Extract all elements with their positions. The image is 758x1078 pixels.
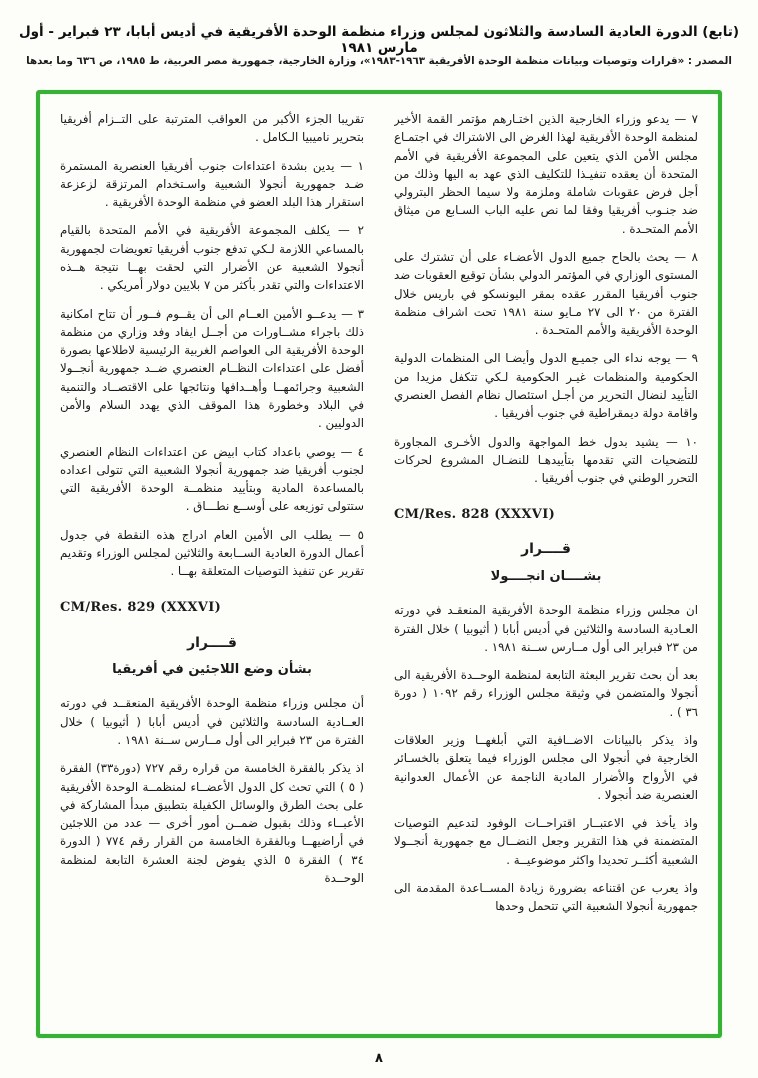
paragraph: واذ يعرب عن اقتناعه بضرورة زيادة المســاعدة المقدمة الى جمهورية أنجولا الشعبية التي تتحمل وحدها: [394, 880, 698, 914]
resolution-subject: بشــــان انجــــولا: [490, 569, 602, 585]
resolution-title: قــــرار: [187, 634, 237, 651]
paragraph: ٣ — يدعــو الأمين العــام الى أن يقــوم فــور أن تتاح امكانية ذلك باجراء مشــاورات من أجــل ايفاد وفد وزاري من منظمة الوحدة الأفريقية الى العواصم الغربية الرئيسية لاطلاعها بصورة أفضل على اعتداءات النظــام العنصري ضــد جمهورية أنجــولا الشعبية وجرائمهــا وأهــدافها ونتائجها على الاقتصــاد والتنمية في البلاد وخطورة هذا الموقف الذي يهدد السلام والأمن الدوليين .: [60, 306, 364, 431]
paragraph: اذ يذكر بالفقرة الخامسة من قراره رقم ٧٢٧ (دورة٣٣) الفقرة ( ٥ ) التي تحث كل الدول الأعضــاء لمنظمــة الوحدة الأفريقية على بحث الطرق والوسائل الكفيلة بتطبيق مبدأ المشاركة في الأعبــاء وذلك بقبول ضمــن أمور أخرى — عدد من اللاجئين في أراضيهــا وبالفقرة الخامسة من القرار رقم ٧٧٤ ( الدورة ٣٤ ) الفقرة ٥ الذي يفوض لجنة العشرة التابعة لمنظمة الوحــدة: [60, 761, 364, 885]
paragraph: واذ يأخذ في الاعتبــار اقتراحــات الوفود لتدعيم التوصيات المتضمنة في هذا التقرير وجعل النضــال مع جمهورية أنجــولا الشعبية أكثــر تحديدا واكثر موضوعيــة .: [394, 816, 698, 867]
resolution-subject: بشأن وضع اللاجئين في أفريقيا: [112, 662, 312, 678]
column-right: [394, 110, 698, 1022]
content-box: [36, 90, 722, 1038]
paragraph: ٨ — يحث بالحاح جميع الدول الأعضـاء على أن تشترك على المستوى الوزاري في المؤتمر الدولي بشأن توقيع العقوبات ضد جنوب أفريقيا المقرر عقده بمقر اليونسكو في باريس خلال الفترة من ٢٠ الى ٢٧ مـايو سنة ١٩٨١ تحت اشراف منظمة الوحدة الأفريقية والأمم المتحـدة .: [394, 249, 698, 338]
column-left: [60, 110, 364, 1022]
paragraph: تقريبا الجزء الأكبر من العواقب المترتبة على التــزام أفريقيا بتحرير ناميبيا الـكامل .: [60, 112, 364, 145]
paragraph: أن مجلس وزراء منظمة الوحدة الأفريقية المنعقــد في دورته العــادية السادسة والثلاثين في أديس أبابا ( أثيوبيا ) خلال الفترة من ٢٣ فبراير الى أول مــارس ســنة ١٩٨١ .: [60, 696, 364, 747]
paragraph: ٧ — يدعو وزراء الخارجية الذين اختـارهم مؤتمر القمة الأخير لمنظمة الوحدة الأفريقية لهذا الغرض الى الاشتراك في اجتمـاع مجلس الأمن الذي يتعين على المجموعة الأفريقية في الأمم المتحدة أن يعقده تنفيـذا للتكليف الذي عهد به اليها وذلك من أجل فرض عقوبات شاملة وملزمة ولا سيما الحظر البترولي ضد جنـوب أفريقيا وفقا لما نص عليه الباب السـابع من ميثاق الأمم المتحـدة .: [394, 112, 698, 236]
paragraph: ٩ — يوجه نداء الى جميـع الدول وأيضـا الى المنظمات الدولية الحكومية والمنظمات غيـر الحكومية لـكي تتكفل مزيدا من التأييد لنضال التحرير من أجـل استئصال نظام الفصل العنصري واقامة دولة ديمقراطية في جنوب أفريقيا .: [394, 351, 698, 421]
paragraph: ٢ — يكلف المجموعة الأفريقية في الأمم المتحدة بالقيام بالمساعي اللازمة لـكي تدفع جنوب أفريقيا تعويضات لجمهورية أنجولا الشعبية عن الأضرار التي لحقت بهــا نتيجة هــذه الاعتداءات والتي تقدر بأكثر من ٧ بلايين دولار أمريكي .: [60, 223, 364, 293]
paragraph: ٤ — يوصي باعداد كتاب ابيض عن اعتداءات النظام العنصري لجنوب أفريقيا ضد جمهورية أنجولا الشعبية التي تتولى اعداده بالمساعدة المادية وبتأييد منظمــة الوحدة الأفريقية التي ستتولى توزيعه على أوســع نطـــاق .: [60, 444, 364, 514]
resolution-code: CM/Res. 828 (XXXVI): [394, 507, 556, 523]
paragraph: ١ — يدين بشدة اعتداءات جنوب أفريقيا العنصرية المستمرة ضـد جمهورية أنجولا الشعبية واسـتخدام المرتزقة لزعزعة استقرار هذا البلد العضو في منظمة الوحدة الأفريقية .: [60, 158, 364, 210]
paragraph: واذ يذكر بالبيانات الاضــافية التي أبلغهــا وزير العلاقات الخارجية في أنجولا الى مجلس الوزراء فيما يتعلق بالخسـائر في الأرواح والأضرار المادية الناجمة عن الأعمال العدوانية العنصرية ضد أنجولا .: [394, 733, 698, 802]
resolution-code: CM/Res. 829 (XXXVI): [60, 600, 222, 616]
page-number: ٨: [375, 1051, 383, 1066]
page-header: (تابع) الدورة العادية السادسة والثلاثون لمجلس وزراء منظمة الوحدة الأفريقية في أديس أبابا، ٢٣ فبراير - أول مارس ١٩٨١: [18, 24, 740, 56]
paragraph: بعد أن بحث تقرير البعثة التابعة لمنظمة الوحــدة الأفريقية الى أنجولا والمتضمن في وثيقة مجلس الوزراء رقم ١٠٩٢ ( دورة ٣٦ ) .: [394, 668, 698, 719]
paragraph: ٥ — يطلب الى الأمين العام ادراج هذه النقطة في جدول أعمال الدورة العادية الســابعة والثلاثين لمجلس الوزراء وتقديم تقرير عن تنفيذ التوصيات المتعلقة بهــا .: [60, 527, 364, 579]
source-line: المصدر : «قرارات وتوصيات وبيانات منظمة الوحدة الأفريقية ١٩٦٣-١٩٨٣»، وزارة الخارجية، جمهورية مصر العربية، ط ١٩٨٥، ص ٦٣٦ وما بعدها: [26, 55, 732, 67]
paragraph: ١٠ — يشيد بدول خط المواجهة والدول الأخـرى المجاورة للتضحيات التي تقدمها بتأييدهـا للنضـال المشروع لحركات التحرر الوطني في جنوب أفريقيا .: [394, 434, 698, 486]
paragraph: ان مجلس وزراء منظمة الوحدة الأفريقية المنعقـد في دورته العـادية السادسة والثلاثين في أديس أبابا ( أثيوبيا ) خلال الفترة من ٢٣ فبراير الى أول مــارس ســنة ١٩٨١ .: [394, 603, 698, 654]
resolution-title: قــــرار: [521, 541, 571, 558]
